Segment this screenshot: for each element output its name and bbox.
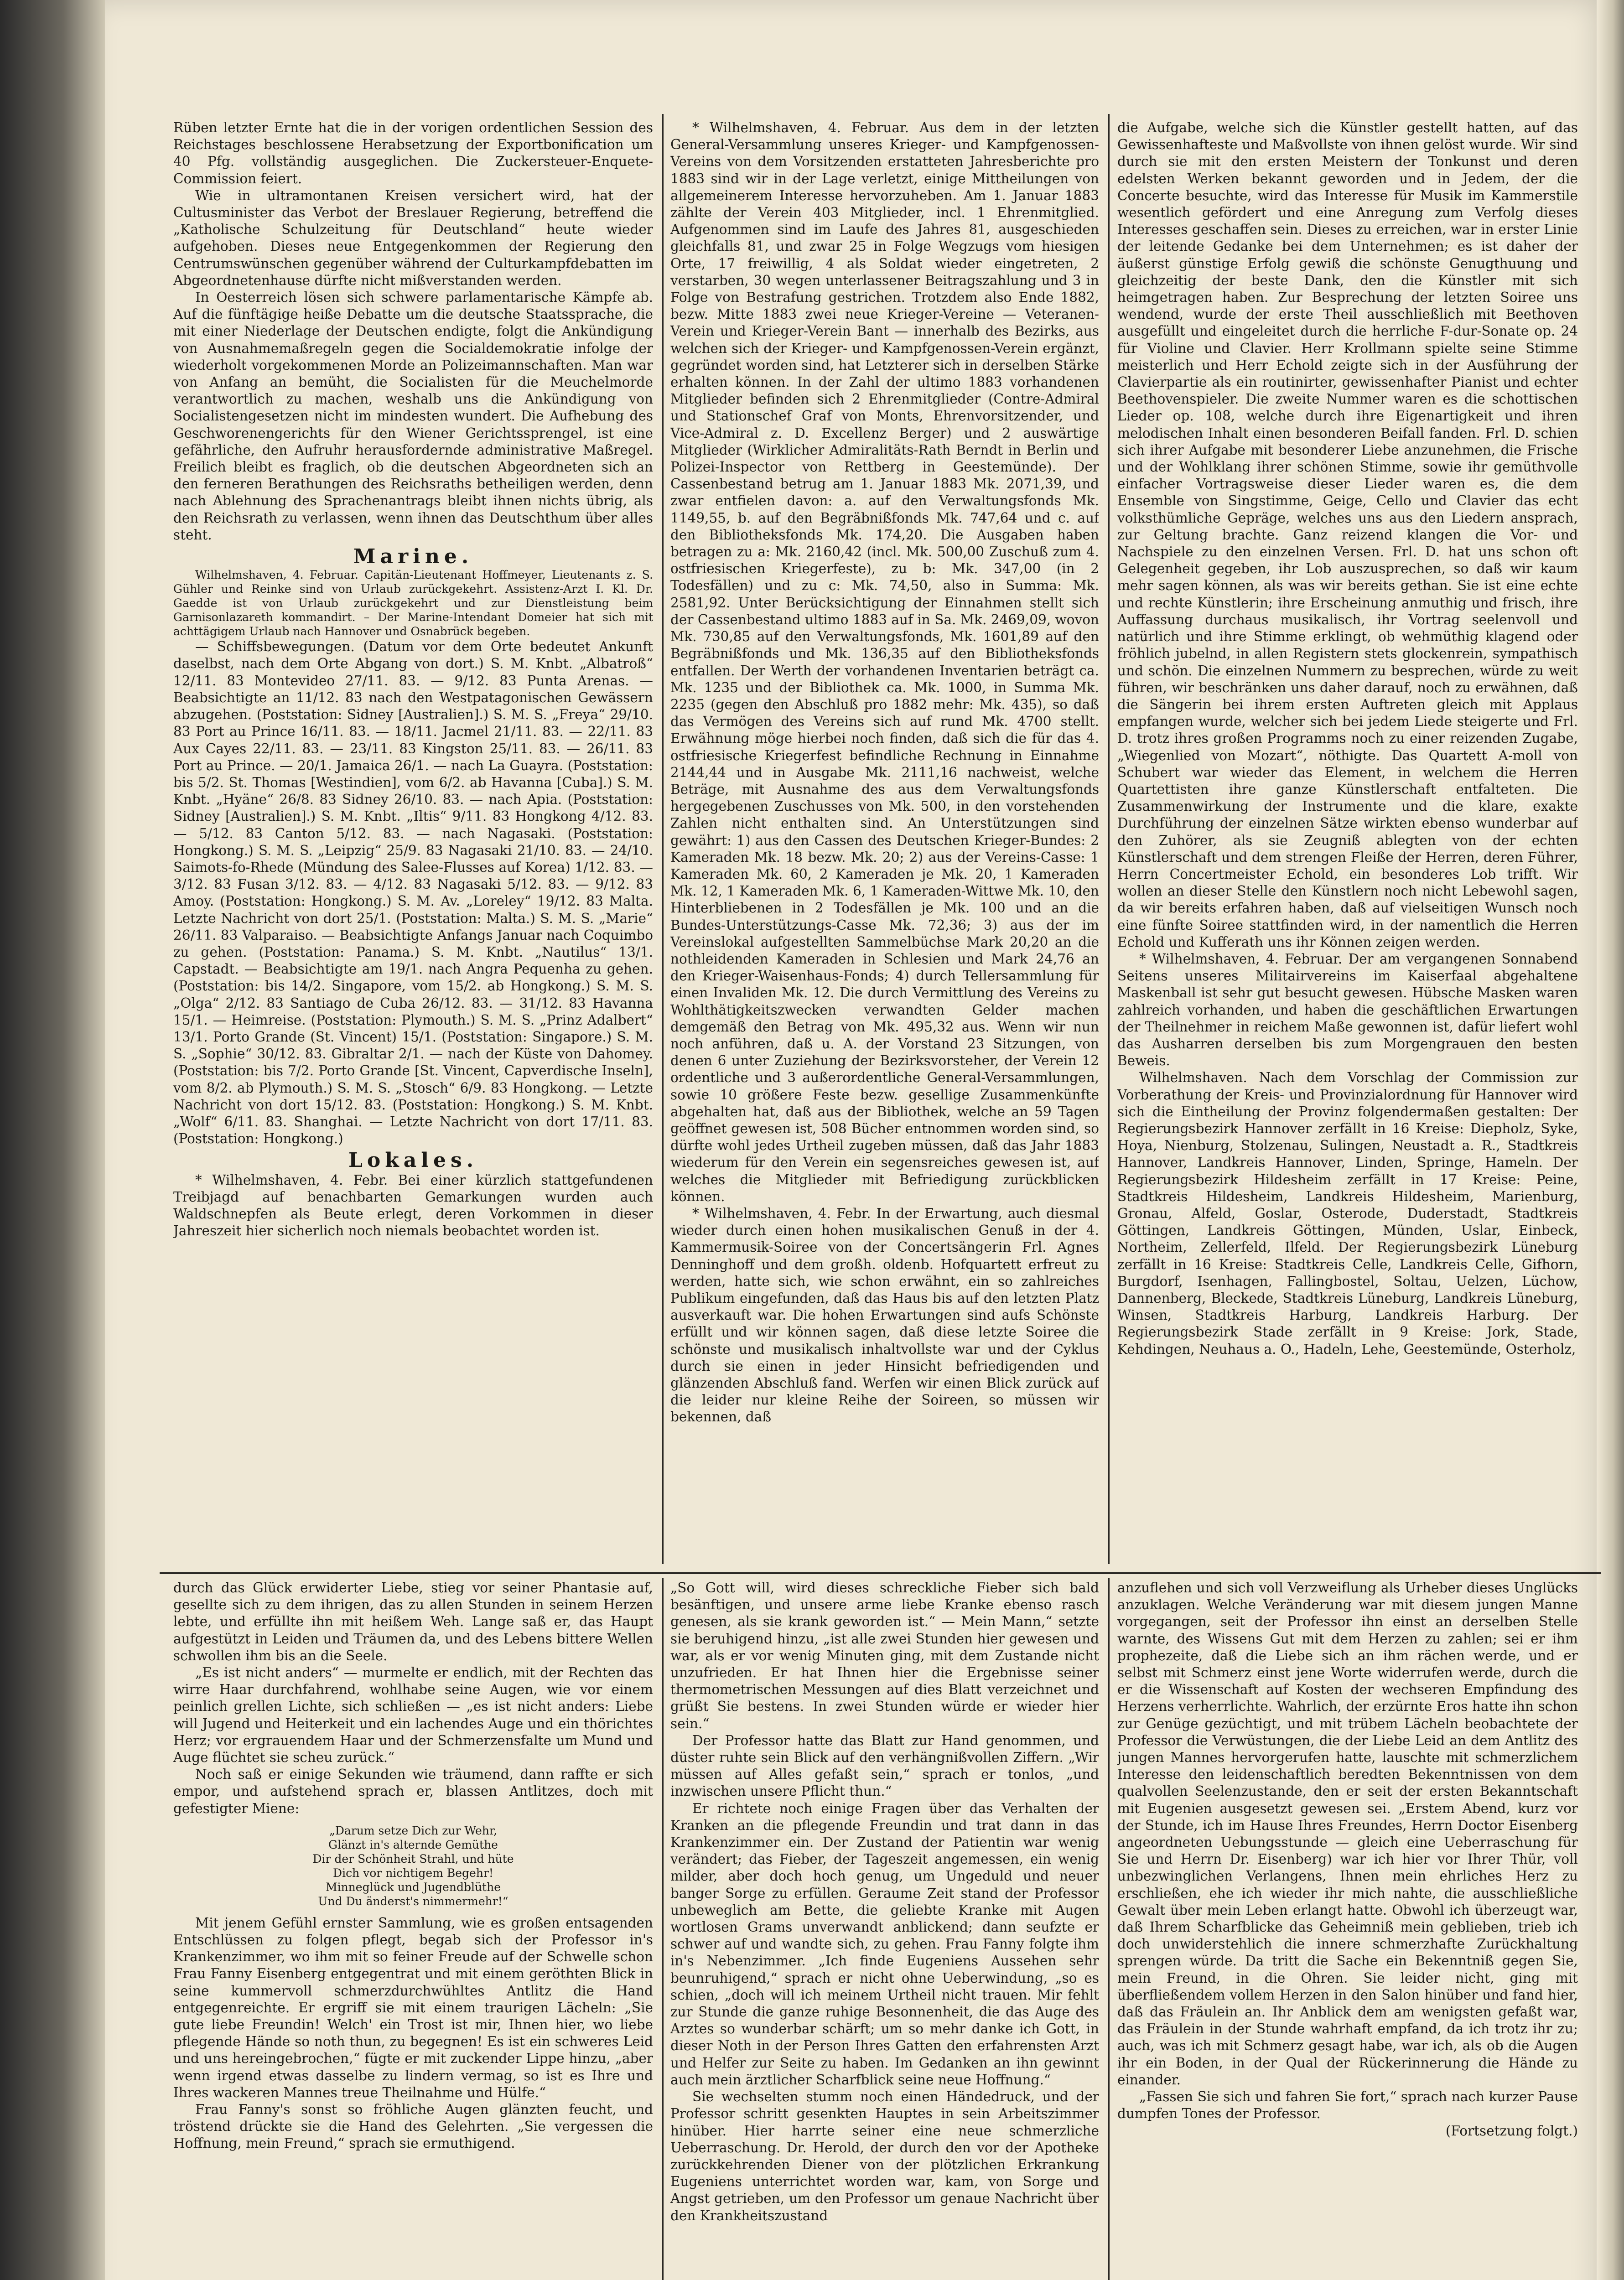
article-text: — Schiffsbewegungen. (Datum vor dem Orte bedeutet Ankunft daselbst, nach dem Orte Abgang von dort.) S. M. Knbt. „Albatroß“ 12/11. 83 Montevideo 27/11. 83. — 9/12. 83 Punta Arenas. — Beabsichtigte an 11/12. 83 nach den Westpatagonischen Gewässern abzugehen. (Poststation: Sidney [Australien].) S. M. S. „Freya“ 29/10. 83 Port au Prince 16/11. 83. — 18/11. Jacmel 21/11. 83. — 22/11. 83 Aux Cayes 22/11. 83. — 23/11. 83 Kingston 25/11. 83. — 26/11. 83 Port au Prince. — 20/1. Jamaica 26/1. — nach La Guayra. (Poststation: bis 5/2. St. Thomas [Westindien], vom 6/2. ab Havanna [Cuba].) S. M. Knbt. „Hyäne“ 26/8. 83 Sidney 26/10. 83. — nach Apia. (Poststation: Sidney [Australien].) S. M. Knbt. „Iltis“ 9/11. 83 Hongkong 4/12. 83. — 5/12. 83 Canton 5/12. 83. — nach Nagasaki. (Poststation: Hongkong.) S. M. S. „Leipzig“ 25/9. 83 Nagasaki 21/10. 83. — 24/10. Saimots-fo-Rhede (Mündung des Salee-Flusses auf Korea) 1/12. 83. — 3/12. 83 Fusan 3/12. 83. — 4/12. 83 Nagasaki 5/12. 83. — 9/12. 83 Amoy. (Poststation: Hongkong.) S. M. Av. „Loreley“ 19/12. 83 Malta. Letzte Nachricht von dort 25/1. (Poststation: Malta.) S. M. S. „Marie“ 26/11. 83 Valparaiso. — Beabsichtigte Anfangs Januar nach Coquimbo zu gehen. (Poststation: Panama.) S. M. Knbt. „Nautilus“ 13/1. Capstadt. — Beabsichtigte am 19/1. nach Angra Pequenha zu gehen. (Poststation: bis 14/2. Singapore, vom 15/2. ab Hongkong.) S. M. S. „Olga“ 2/12. 83 Santiago de Cuba 26/12. 83. — 31/12. 83 Havanna 15/1. — Heimreise. (Poststation: Plymouth.) S. M. S. „Prinz Adalbert“ 13/1. Porto Grande (St. Vincent) 15/1. (Poststation: Singapore.) S. M. S. „Sophie“ 30/12. 83. Gibraltar 2/1. — nach der Küste von Dahomey. (Poststation: bis 7/2. Porto Grande [St. Vincent, Capverdische Inseln], vom 8/2. ab Plymouth.) S. M. S. „Stosch“ 6/9. 83 Hongkong. — Letzte Nachricht von dort 15/12. 83. (Poststation: Hongkong.) S. M. Knbt. „Wolf“ 6/11. 83. Shanghai. — Letzte Nachricht von dort 17/11. 83. (Poststation: Hongkong.) (173, 639, 653, 1147)
article-text: In Oesterreich lösen sich schwere parlamentarische Kämpfe ab. Auf die fünftägige heiße Debatte um die deutsche Staatssprache, die mit einer Niederlage der Deutschen endigte, folgt die Ankündigung von Ausnahmemaßregeln gegen die Socialdemokratie infolge der wiederholt vorgekommenen Morde an Polizeimannschaften. Man war von Anfang an bemüht, die Socialisten für die Meuchelmorde verantwortlich zu machen, weshalb uns die Ankündigung von Socialistengesetzen nicht im mindesten wundert. Die Aufhebung des Geschworenengerichts für den Wiener Gerichtssprengel, ist eine gefährliche, den Aufruhr herausfordernde administrative Maßregel. Freilich bleibt es fraglich, ob die deutschen Abgeordneten sich an den ferneren Berathungen des Reichsraths betheiligen werden, denn nach Ablehnung des Sprachenantrags bleibt ihnen nichts übrig, als den Reichsrath zu verlassen, wenn ihnen das Deutschthum über alles steht. (173, 290, 653, 543)
story-text: Noch saß er einige Sekunden wie träumend, dann raffte er sich empor, und aufstehend sprach er, blassen Antlitzes, doch mit gefestigter Miene: (173, 1767, 653, 1816)
column-rule (1108, 1578, 1110, 2280)
article-text: * Wilhelmshaven, 4. Februar. Aus dem in der letzten General-Versammlung unseres Krieger- und Kampfgenossen-Vereins von dem Vorsitzenden erstatteten Jahresberichte pro 1883 sind wir in der Lage verletzt, einige Mittheilungen von allgemeinerem Interesse hervorzuheben. Am 1. Januar 1883 zählte der Verein 403 Mitglieder, incl. 1 Ehrenmitglied. Aufgenommen sind im Laufe des Jahres 81, ausgeschieden gleichfalls 81, und zwar 25 in Folge Wegzugs vom hiesigen Orte, 17 freiwillig, 4 als Soldat wieder eingetreten, 2 verstarben, 30 wegen unterlassener Beitragszahlung und 3 in Folge von Bestrafung gestrichen. Trotzdem also Ende 1882, bezw. Mitte 1883 zwei neue Krieger-Vereine — Veteranen-Verein und Krieger-Verein Bant — innerhalb des Bezirks, aus welchen sich der Krieger- und Kampfgenossen-Verein ergänzt, gegründet worden sind, hat Letzterer sich in derselben Stärke erhalten können. In der Zahl der ultimo 1883 vorhandenen Mitglieder befinden sich 2 Ehrenmitglieder (Contre-Admiral und Stationschef Graf von Monts, Ehrenvorsitzender, und Vice-Admiral z. D. Excellenz Berger) und 2 auswärtige Mitglieder (Wirklicher Admiralitäts-Rath Berndt in Berlin und Polizei-Inspector von Rettberg in Geestemünde). Der Cassenbestand betrug am 1. Januar 1883 Mk. 2071,39, und zwar entfielen davon: a. auf den Verwaltungsfonds Mk. 1149,55, b. auf den Begräbnißfonds Mk. 747,64 und c. auf den Bibliotheksfonds Mk. 174,20. Die Ausgaben haben betragen zu a: Mk. 2160,42 (incl. Mk. 500,00 Zuschuß zum 4. ostfriesischen Kriegerfeste), zu b: Mk. 347,00 (in 2 Todesfällen) und zu c: Mk. 74,50, also in Summa: Mk. 2581,92. Unter Berücksichtigung der Einnahmen stellt sich der Cassenbestand ultimo 1883 auf in Sa. Mk. 2469,09, wovon Mk. 730,85 auf den Verwaltungsfonds, Mk. 1601,89 auf den Begräbnißfonds und Mk. 136,35 auf den Bibliotheksfonds entfallen. Der Werth der vorhandenen Inventarien beträgt ca. Mk. 1235 und der Bibliothek ca. Mk. 1000, in Summa Mk. 2235 (gegen den Abschluß pro 1882 mehr: Mk. 435), so daß das Vermögen des Vereins sich auf rund Mk. 4700 stellt. Erwähnung möge hierbei noch finden, daß sich die für das 4. ostfriesische Kriegerfest befindliche Rechnung in Einnahme 2144,44 und in Ausgabe Mk. 2111,16 nachweist, welche Beträge, mit Ausnahme des aus dem Verwaltungsfonds hergegebenen Zuschusses von Mk. 500, in den vorstehenden Zahlen nicht enthalten sind. An Unterstützungen sind gewährt: 1) aus den Cassen des Deutschen Krieger-Bundes: 2 Kameraden Mk. 18 bezw. Mk. 20; 2) aus der Vereins-Casse: 1 Kameraden Mk. 60, 2 Kameraden je Mk. 20, 1 Kameraden Mk. 12, 1 Kameraden Mk. 6, 1 Kameraden-Wittwe Mk. 10, den Hinterbliebenen in 2 Todesfällen je Mk. 100 und an die Bundes-Unterstützungs-Casse Mk. 72,36; 3) aus der im Vereinslokal aufgestellten Sammelbüchse Mark 20,20 an die nothleidenden Kameraden in Schlesien und Mark 24,76 an den Krieger-Waisenhaus-Fonds; 4) durch Tellersammlung für einen Invaliden Mk. 12. Die durch Vermittlung des Vereins zu Wohlthätigkeitszwecken verwandten Gelder machen demgemäß den Betrag von Mk. 495,32 aus. Wenn wir nun noch anführen, daß u. A. der Vorstand 23 Sitzungen, von denen 6 unter Zuziehung der Bezirksvorsteher, der Verein 12 ordentliche und 3 außerordentliche General-Versammlungen, sowie 10 größere Feste bezw. gesellige Zusammenkünfte abgehalten hat, daß aus der Bibliothek, welche an 59 Tagen geöffnet gewesen ist, 508 Bücher entnommen worden sind, so dürfte wohl jedes Urtheil zugeben müssen, daß das Jahr 1883 wiederum für den Verein ein segensreiches gewesen ist, auf welches die Mitglieder mit Befriedigung zurückblicken können. (670, 120, 1099, 1204)
continuation-note: (Fortsetzung folgt.) (1445, 2123, 1578, 2139)
poem-verse (173, 1824, 653, 1908)
article-text: Wilhelmshaven. Nach dem Vorschlag der Commission zur Vorberathung der Kreis- und Provinzialordnung für Hannover wird sich die Eintheilung der Provinz folgendermaßen gestalten: Der Regierungsbezirk Hannover zerfällt in 16 Kreise: Diepholz, Syke, Hoya, Nienburg, Stolzenau, Sulingen, Neustadt a. R., Stadtkreis Hannover, Landkreis Hannover, Linden, Springe, Hameln. Der Regierungsbezirk Hildesheim zerfällt in 17 Kreise: Peine, Stadtkreis Hildesheim, Landkreis Hildesheim, Marienburg, Gronau, Alfeld, Goslar, Osterode, Duderstadt, Stadtkreis Göttingen, Landkreis Göttingen, Münden, Uslar, Einbeck, Northeim, Zellerfeld, Ilfeld. Der Regierungsbezirk Lüneburg zerfällt in 16 Kreise: Stadtkreis Celle, Landkreis Celle, Gifhorn, Burgdorf, Isenhagen, Fallingbostel, Soltau, Uelzen, Lüchow, Dannenberg, Bleckede, Stadtkreis Lüneburg, Landkreis Lüneburg, Winsen, Stadtkreis Harburg, Landkreis Harburg. Der Regierungsbezirk Stade zerfällt in 9 Kreise: Jork, Stade, Kehdingen, Neuhaus a. O., Hadeln, Lehe, Geestemünde, Osterholz, (1117, 1070, 1578, 1357)
article-text: die Aufgabe, welche sich die Künstler gestellt hatten, auf das Gewissenhafteste und Maßvollste von ihnen gelöst wurde. Wir sind durch sie mit den ersten Meistern der Tonkunst und deren edelsten Werken bekannt geworden und in Jedem, der die Concerte besuchte, wird das Interesse für Musik im Kammerstile wesentlich gefördert und eine Anregung zum Verfolg dieses Interesses geschaffen sein. Dieses zu erreichen, war in erster Linie der leitende Gedanke bei dem Unternehmen; es ist daher der äußerst günstige Erfolg gewiß die schönste Genugthuung und gleichzeitig der beste Dank, den die Künstler mit sich heimgetragen haben. Zur Besprechung der letzten Soiree uns wendend, wurde der erste Theil ausschließlich mit Beethoven ausgefüllt und eingeleitet durch die herrliche F-dur-Sonate op. 24 für Violine und Clavier. Herr Krollmann spielte seine Stimme meisterlich und Herr Echold zeigte sich in der Ausführung der Clavierpartie als ein routinirter, gewissenhafter Pianist und echter Beethovenspieler. Die zweite Nummer waren es die schottischen Lieder op. 108, welche durch ihre Eigenartigkeit und ihren melodischen Inhalt einen besonderen Beifall fanden. Frl. D. schien sich ihrer Aufgabe mit besonderer Liebe anzunehmen, die Frische und der Wohlklang ihrer schönen Stimme, sowie ihr gemüthvolle einfacher Vortragsweise dieser Lieder waren es, die dem Ensemble von Singstimme, Geige, Cello und Clavier das echt volksthümliche Gepräge, welches uns aus den Liedern ansprach, zur Geltung brachte. Ganz reizend klangen die Vor- und Nachspiele zu den einzelnen Versen. Frl. D. hat uns schon oft Gelegenheit gegeben, ihr Lob auszusprechen, so daß wir kaum mehr sagen können, als was wir bereits gethan. Sie ist eine echte und rechte Künstlerin; ihre Erscheinung anmuthig und frisch, ihre Auffassung durchaus musikalisch, ihr Vortrag seelenvoll und natürlich und ihre Stimme erklingt, ob wehmüthig klagend oder fröhlich jubelnd, in allen Registern stets glockenrein, sympathisch und schön. Die einzelnen Nummern zu besprechen, würde zu weit führen, wir beschränken uns daher darauf, noch zu erwähnen, daß die Sängerin bei ihrem ersten Auftreten gleich mit Applaus empfangen wurde, welcher sich bei jedem Liede steigerte und Frl. D. trotz ihres großen Programms noch zu einer reizenden Zugabe, „Wiegenlied von Mozart“, nöthigte. Das Quartett A-moll von Schubert war wieder das Element, in welchem die Herren Quartettisten ihre ganze Künstlerschaft entfalteten. Die Zusammenwirkung der Instrumente und die klare, exakte Durchführung der einzelnen Sätze wirkten ebenso wunderbar auf den Zuhörer, als sie Zeugniß ablegten von der echten Künstlerschaft und dem strengen Fleiße der Herren, deren Führer, Herrn Concertmeister Echold, ein besonderes Lob trifft. Wir wollen an dieser Stelle den Künstlern noch nicht Lebewohl sagen, da wir bereits erfahren haben, daß auf vielseitigen Wunsch noch eine fünfte Soiree stattfinden wird, in der namentlich die Herren Echold und Kufferath uns ihr Können zeigen werden. (1117, 120, 1578, 950)
story-text: Sie wechselten stumm noch einen Händedruck, und der Professor schritt gesenkten Hauptes in sein Arbeitszimmer hinüber. Hier harrte seiner eine neue schmerzliche Ueberraschung. Dr. Herold, der durch den vor der Apotheke zurückkehrenden Diener von der plötzlichen Erkrankung Eugeniens unterrichtet worden war, kam, von Sorge und Angst getrieben, um den Professor um genaue Nachricht über den Krankheitszustand (670, 2089, 1099, 2223)
poem-line: Minneglück und Jugendblüthe (325, 1880, 501, 1894)
column-rule (1108, 114, 1110, 1564)
column-rule (662, 1578, 664, 2280)
story-text: „So Gott will, wird dieses schreckliche Fieber sich bald besänftigen, und unsere arme liebe Kranke ebenso rasch genesen, als sie krank geworden ist.“ — Mein Mann,“ setzte sie beruhigend hinzu, „ist alle zwei Stunden hier gewesen und war, als er vor wenig Minuten ging, mit dem Zustande nicht unzufrieden. Er hat Ihnen hier die Ergebnisse seiner thermometrischen Messungen auf dies Blatt verzeichnet und grüßt Sie bestens. In zwei Stunden würde er wieder hier sein.“ (670, 1580, 1099, 1731)
feuilleton-column-1 (173, 1580, 653, 2280)
story-text: Frau Fanny's sonst so fröhliche Augen glänzten feucht, und tröstend drückte sie die Hand des Gelehrten. „Sie vergessen die Hoffnung, mein Freund,“ sprach sie ermuthigend. (173, 2102, 653, 2151)
page-edge (1597, 0, 1624, 2280)
article-text: * Wilhelmshaven, 4. Febr. In der Erwartung, auch diesmal wieder durch einen hohen musikalischen Genuß in der 4. Kammermusik-Soiree von der Concertsängerin Frl. Agnes Denninghoff und dem großh. oldenb. Hofquartett erfreut zu werden, hatte sich, wie schon erwähnt, ein so zahlreiches Publikum eingefunden, daß das Haus bis auf den letzten Platz ausverkauft war. Die hohen Erwartungen sind aufs Schönste erfüllt und wir können sagen, daß diese letzte Soiree die schönste und musikalisch inhaltvollste war und der Cyklus durch sie einen in jeder Hinsicht befriedigenden und glänzenden Abschluß fand. Werfen wir einen Blick zurück auf die leider nur kleine Reihe der Soireen, so müssen wir bekennen, daß (670, 1206, 1099, 1425)
article-text: * Wilhelmshaven, 4. Februar. Der am vergangenen Sonnabend Seitens unseres Militairvereins im Kaiserfaal abgehaltene Maskenball ist sehr gut besucht gewesen. Hübsche Masken waren zahlreich vorhanden, und haben die geschäftlichen Erwartungen der Theilnehmer in reichem Maße gewonnen ist, dafür liefert wohl das Ausharren derselben bis zum Morgengrauen den besten Beweis. (1117, 951, 1578, 1069)
story-text: Der Professor hatte das Blatt zur Hand genommen, und düster ruhte sein Blick auf den verhängnißvollen Ziffern. „Wir müssen auf Alles gefaßt sein,“ sprach er tonlos, „und inzwischen unsere Pflicht thun.“ (670, 1732, 1099, 1799)
feuilleton-divider (160, 1572, 1601, 1574)
story-text: durch das Glück erwiderter Liebe, stieg vor seiner Phantasie auf, gesellte sich zu dem ihrigen, das zu allen Stunden in seinem Herzen lebte, und erfüllte ihn mit heißem Weh. Lange saß er, das Haupt aufgestützt in Leiden und Träumen da, und des Lebens bittere Wellen schwollen ihm bis an die Seele. (173, 1580, 653, 1663)
column-3 (1117, 119, 1578, 1570)
section-heading-lokales: Lokales. (348, 1149, 478, 1172)
column-rule (662, 114, 664, 1564)
feuilleton-column-2 (670, 1580, 1099, 2280)
column-2 (670, 119, 1099, 1570)
story-text: anzuflehen und sich voll Verzweiflung als Urheber dieses Unglücks anzuklagen. Welche Veränderung war mit diesem jungen Manne vorgegangen, seit der Professor ihn einst an derselben Stelle warnte, des Wissens Gut mit dem Herzen zu zahlen; sei er ihm prophezeite, daß die Liebe sich an ihm rächen werde, und er selbst mit Schmerz einst jene Worte widerrufen werde, durch die er die Wissenschaft auf Kosten der wechseren Empfindung des Herzens verherrlichte. Wahrlich, der erzürnte Eros hatte ihn schon zur Genüge gezüchtigt, und mit trübem Lächeln beobachtete der Professor die Verwüstungen, die der Liebe Leid an dem Antlitz des jungen Mannes hervorgerufen hatte, lauschte mit schmerzlichem Interesse den leidenschaftlich beredten Bekenntnissen von dem qualvollen Seelenzustande, den er seit der ersten Bekanntschaft mit Eugenien ausgesetzt gewesen sei. „Erstem Abend, kurz vor der Stunde, ich im Hause Ihres Freundes, Herrn Doctor Eisenberg angeordneten Uebungsstunde — gleich eine Ueberraschung für Sie und Herrn Dr. Eisenberg) war ich hier vor Ihrer Thür, voll unbezwinglichen Verlangens, Ihnen mein ehrliches Herz zu erschließen, ehe ich wieder ihr mich nahte, die ausschließliche Gewalt über mein Leben erlangt hatte. Obwohl ich überzeugt war, daß Ihrem Scharfblicke das Geheimniß mein geblieben, trieb ich doch unwiderstehlich die innere schmerzhafte Zurückhaltung sprengen würde. Da tritt die Sache ein Bekenntniß gegen Sie, mein Freund, in die Ohren. Sie leider nicht, ging mit überfließendem vollem Herzen in den Salon hinüber und fand hier, daß das Fräulein an. Ihr Anblick dem am wenigsten gefaßt war, das Fräulein in der Stunde wahrhaft empfand, da ich trotz ihr zu; auch, was ich mit Schmerz gesagt habe, war ich, als ob die Augen ihr ein Boden, in der Qual der Rückerinnerung die Hände zu einander. (1117, 1580, 1578, 2088)
poem-line: Dir der Schönheit Strahl, und hüte (312, 1852, 514, 1865)
poem-line: Dich vor nichtigem Begehr! (333, 1866, 493, 1880)
story-text: Er richtete noch einige Fragen über das Verhalten der Kranken an die pflegende Freundin und trat dann in das Krankenzimmer ein. Der Zustand der Patientin war wenig verändert; das Fieber, der Tageszeit angemessen, ein wenig milder, aber doch hoch genug, um Ungeduld und neuer banger Sorge zu erfüllen. Geraume Zeit stand der Professor unbeweglich am Bette, die geliebte Kranke mit Augen wortlosen Grams unverwandt anblickend; dann seufzte er schwer auf und wandte sich, zu gehen. Frau Fanny folgte ihm in's Nebenzimmer. „Ich finde Eugeniens Aussehen sehr beunruhigend,“ sprach er nicht ohne Ueberwindung, „so es schien, „doch will ich meinem Urtheil nicht trauen. Mir fehlt zur Stunde die ganze ruhige Besonnenheit, die das Auge des Arztes so wunderbar schärft; um so mehr danke ich Gott, in dieser Noth in der Person Ihres Gatten den erfahrensten Arzt und Helfer zur Seite zu haben. Im Gedanken an ihn gewinnt auch mein ärztlicher Scharfblick seine neue Hoffnung.“ (670, 1800, 1099, 2088)
story-text: „Es ist nicht anders“ — murmelte er endlich, mit der Rechten das wirre Haar durchfahrend, wohlhabe seine Augen, wie vor einem peinlich grellen Lichte, sich schließen — „es ist nicht anders: Liebe will Jugend und Heiterkeit und ein lachendes Auge und ein thörichtes Herz; vor ergrauendem Haar und der Schmerzensfalte um Mund und Auge flüchtet sie scheu zurück.“ (173, 1665, 653, 1766)
feuilleton-column-3 (1117, 1580, 1578, 2280)
article-text: Wilhelmshaven, 4. Februar. Capitän-Lieutenant Hoffmeyer, Lieutenants z. S. Gühler und Reinke sind von Urlaub zurückgekehrt. Assistenz-Arzt I. Kl. Dr. Gaedde ist von Urlaub zurückgekehrt und zur Dienstleistung beim Garnisonlazareth kommandirt. – Der Marine-Intendant Domeier hat sich mit achttägigem Urlaub nach Hannover und Osnabrück begeben. (173, 568, 653, 638)
poem-line: Und Du änderst's nimmermehr!“ (318, 1894, 508, 1908)
story-text: Mit jenem Gefühl ernster Sammlung, wie es großen entsagenden Entschlüssen zu folgen pflegt, begab sich der Professor in's Krankenzimmer, wo ihm mit so feiner Freude auf der Schwelle schon Frau Fanny Eisenberg entgegentrat und mit einem geröthten Blick in seine kummervoll schmerzdurchwühltes Antlitz die Hand entgegenreichte. Er ergriff sie mit einem traurigen Lächeln: „Sie gute liebe Freundin! Welch' ein Trost ist mir, Ihnen hier, wo liebe pflegende Hände so noth thun, zu begegnen! Es ist ein schweres Leid und uns hereingebrochen,“ fügte er mit zuckender Lippe hinzu, „aber wenn irgend etwas dasselbe zu lindern vermag, so ist es Ihre und Ihres wackeren Mannes treue Theilnahme und Hülfe.“ (173, 1915, 653, 2100)
column-1 (173, 119, 653, 1570)
article-text: * Wilhelmshaven, 4. Febr. Bei einer kürzlich stattgefundenen Treibjagd auf benachbarten Gemarkungen wurden auch Waldschnepfen als Beute erlegt, deren Vorkommen in dieser Jahreszeit hier sicherlich noch niemals beobachtet worden ist. (173, 1172, 653, 1239)
poem-line: „Darum setze Dich zur Wehr, (329, 1824, 498, 1837)
section-heading-marine: Marine. (353, 545, 473, 569)
story-text: „Fassen Sie sich und fahren Sie fort,“ sprach nach kurzer Pause dumpfen Tones der Professor. (1117, 2089, 1578, 2122)
book-gutter (0, 0, 105, 2280)
poem-line: Glänzt in's alternde Gemüthe (328, 1838, 498, 1851)
article-text: Wie in ultramontanen Kreisen versichert wird, hat der Cultusminister das Verbot der Breslauer Regierung, betreffend die „Katholische Schulzeitung für Deutschland“ heute wieder aufgehoben. Dieses neue Entgegenkommen der Regierung den Centrumswünschen gegenüber während der Culturkampfdebatten im Abgeordnetenhause dürfte nicht mißverstanden werden. (173, 187, 653, 288)
article-text: Rüben letzter Ernte hat die in der vorigen ordentlichen Session des Reichstages beschlossene Herabsetzung der Exportbonification um 40 Pfg. vollständig ausgeglichen. Die Zuckersteuer-Enquete-Commission feiert. (173, 120, 653, 187)
